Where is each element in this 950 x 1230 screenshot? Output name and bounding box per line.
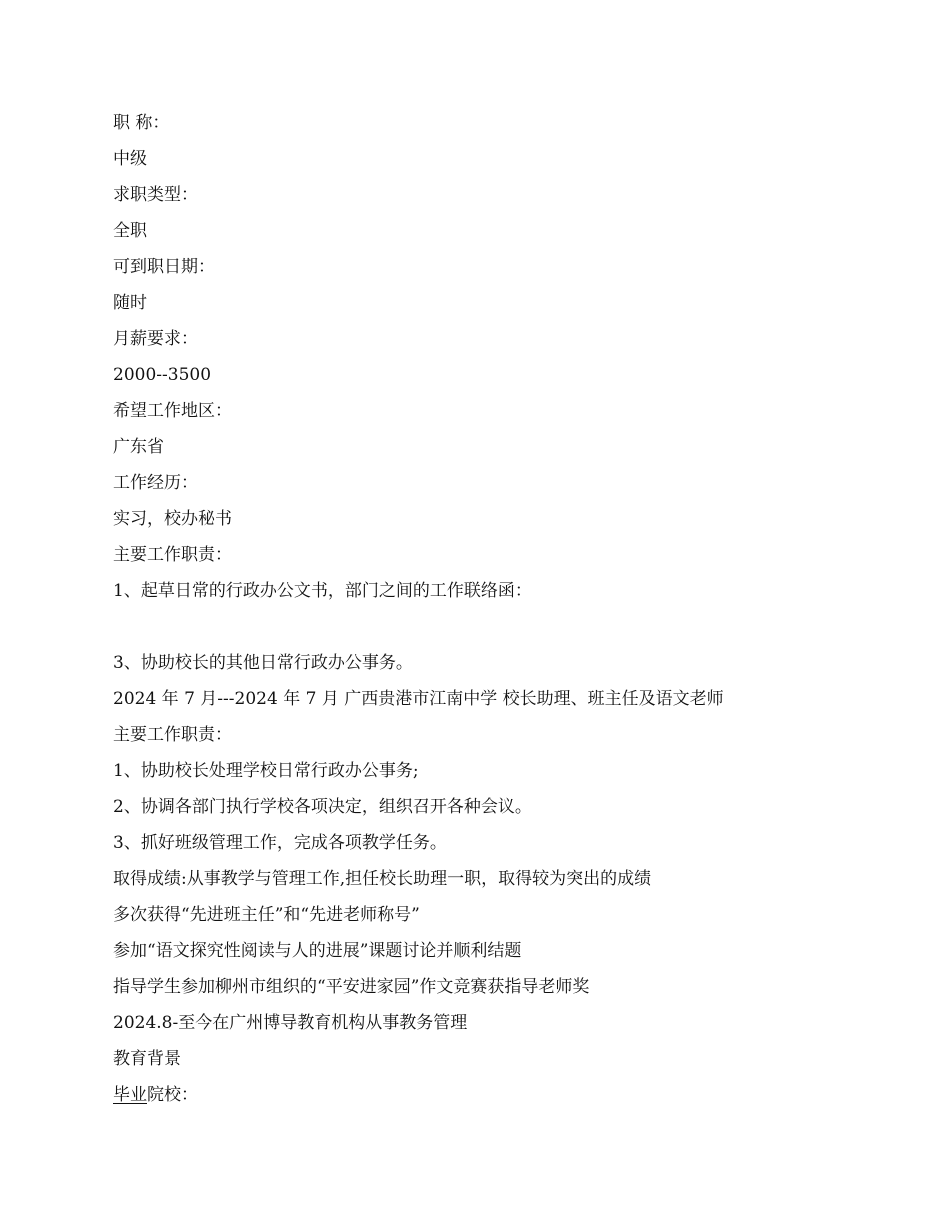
- duty-2-3: 3、抓好班级管理工作，完成各项教学任务。: [113, 833, 447, 853]
- internship-line: 实习，校办秘书: [113, 509, 232, 529]
- duty-1-3: 3、协助校长的其他日常行政办公事务。: [113, 653, 413, 673]
- job-type-value: 全职: [113, 221, 147, 241]
- duty-1-1: 1、起草日常的行政办公文书，部门之间的工作联络函：: [113, 581, 532, 601]
- blank-line: [113, 613, 893, 649]
- education-heading: 教育背景: [113, 1049, 181, 1069]
- region-value: 广东省: [113, 437, 164, 457]
- duty-2-2: 2、协调各部门执行学校各项决定，组织召开各种会议。: [113, 797, 532, 817]
- resume-body: [113, 109, 893, 1117]
- graduation-school-label: [113, 1081, 893, 1117]
- achievements-line: 取得成绩:从事教学与管理工作,担任校长助理一职，取得较为突出的成绩: [113, 869, 652, 889]
- region-label: 希望工作地区：: [113, 401, 232, 421]
- salary-label: 月薪要求：: [113, 329, 198, 349]
- award-line-3: 指导学生参加柳州市组织的“平安进家园”作文竞赛获指导老师奖: [113, 977, 590, 997]
- current-job-line: 2024.8-至今在广州博导教育机构从事教务管理: [113, 1013, 468, 1033]
- graduation-rest-text: 院校：: [147, 1085, 198, 1105]
- award-line-2: 参加“语文探究性阅读与人的进展”课题讨论并顺利结题: [113, 941, 522, 961]
- start-date-value: 随时: [113, 293, 147, 313]
- duty-2-1: 1、协助校长处理学校日常行政办公事务;: [113, 761, 419, 781]
- salary-value: 2000--3500: [113, 365, 212, 385]
- duties-heading-1: 主要工作职责：: [113, 545, 232, 565]
- graduation-underlined-text: 毕业: [113, 1085, 147, 1105]
- job-entry-line: 2024 年 7 月---2024 年 7 月 广西贵港市江南中学 校长助理、班主任及语文老师: [113, 689, 724, 709]
- start-date-label: 可到职日期：: [113, 257, 215, 277]
- duties-heading-2: 主要工作职责：: [113, 725, 232, 745]
- title-label: 职 称：: [113, 113, 170, 133]
- title-value: 中级: [113, 149, 147, 169]
- experience-label: 工作经历：: [113, 473, 198, 493]
- job-type-label: 求职类型：: [113, 185, 198, 205]
- award-line-1: 多次获得“先进班主任”和“先进老师称号”: [113, 905, 420, 925]
